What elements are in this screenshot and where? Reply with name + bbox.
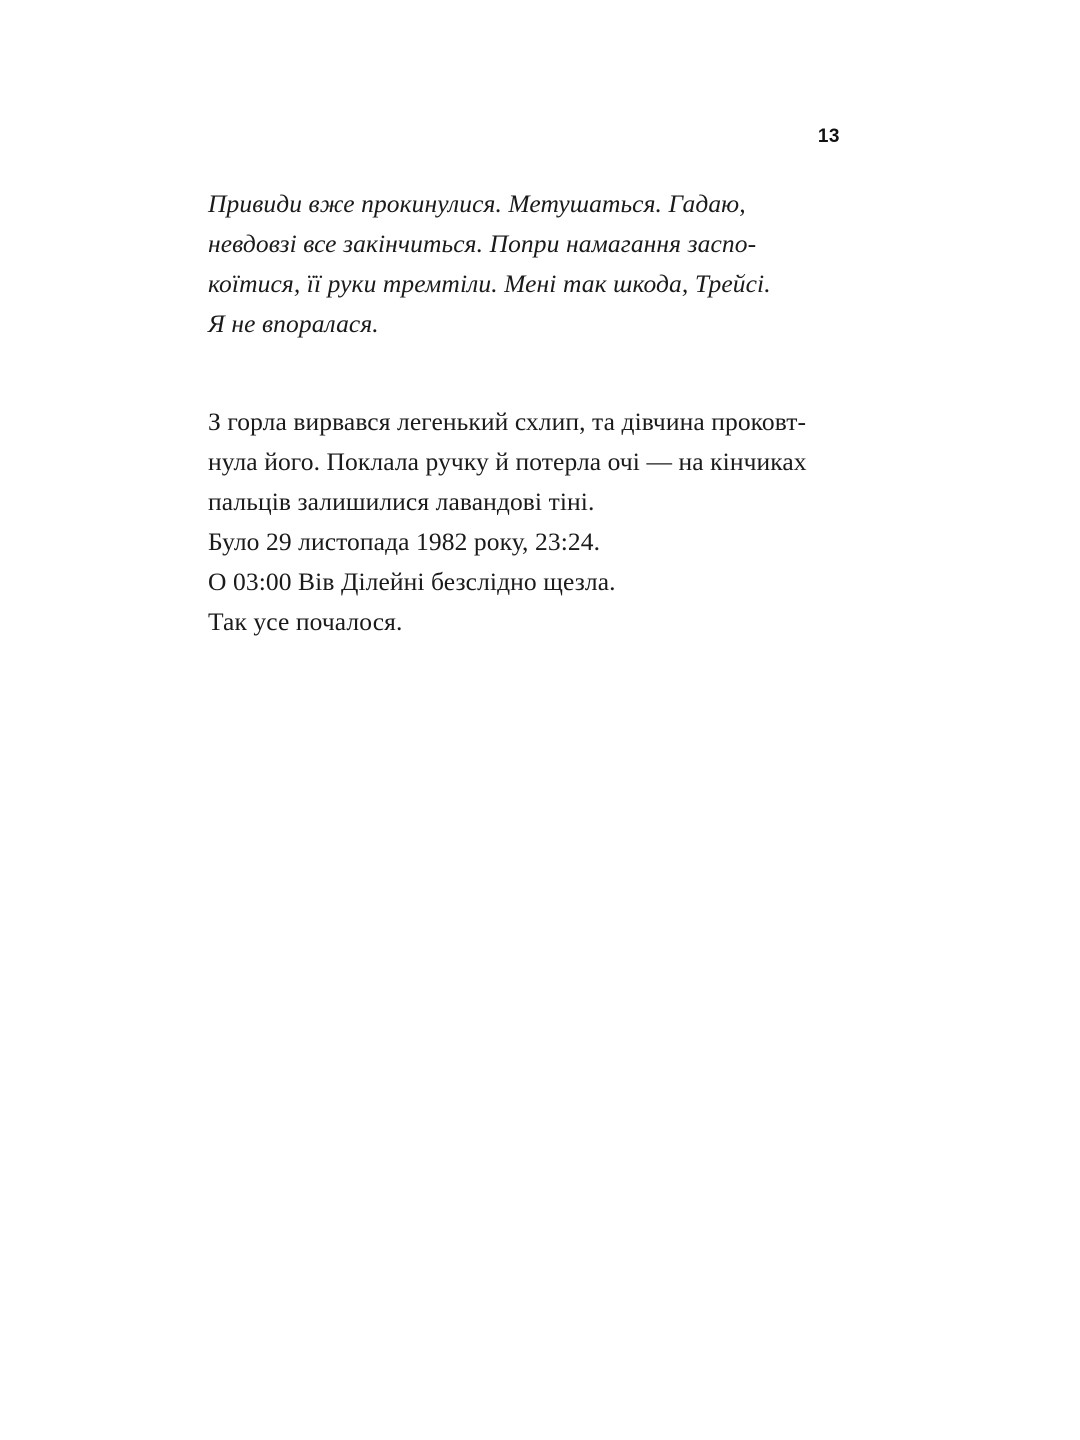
paragraph-italic-letter [208, 184, 842, 344]
text-line: Я не впоралася. [208, 309, 379, 338]
text-line: О 03:00 Вів Ділейні безслідно щезла. [208, 567, 616, 596]
text-line: З горла вирвався легенький схлип, та дівчина проковт- [208, 407, 807, 436]
text-line: Привиди вже прокинулися. Метушаться. Гадаю, [208, 189, 746, 218]
paragraph-narrative-4 [208, 602, 842, 642]
text-line: Так усе почалося. [208, 607, 403, 636]
text-line: невдовзі все закінчиться. Попри намагання заспо- [208, 229, 757, 258]
text-line: нула його. Поклала ручку й потерла очі — на кінчиках [208, 447, 807, 476]
text-line: коїтися, її руки тремтіли. Мені так шкода, Трейсі. [208, 269, 771, 298]
paragraph-narrative-3 [208, 562, 842, 602]
text-line: пальців залишилися лавандові тіні. [208, 487, 595, 516]
page-number: 13 [817, 126, 840, 147]
text-line: Було 29 листопада 1982 року, 23:24. [208, 527, 601, 556]
page-text-block [208, 184, 842, 642]
paragraph-narrative-1 [208, 402, 842, 522]
paragraph-narrative-2 [208, 522, 842, 562]
